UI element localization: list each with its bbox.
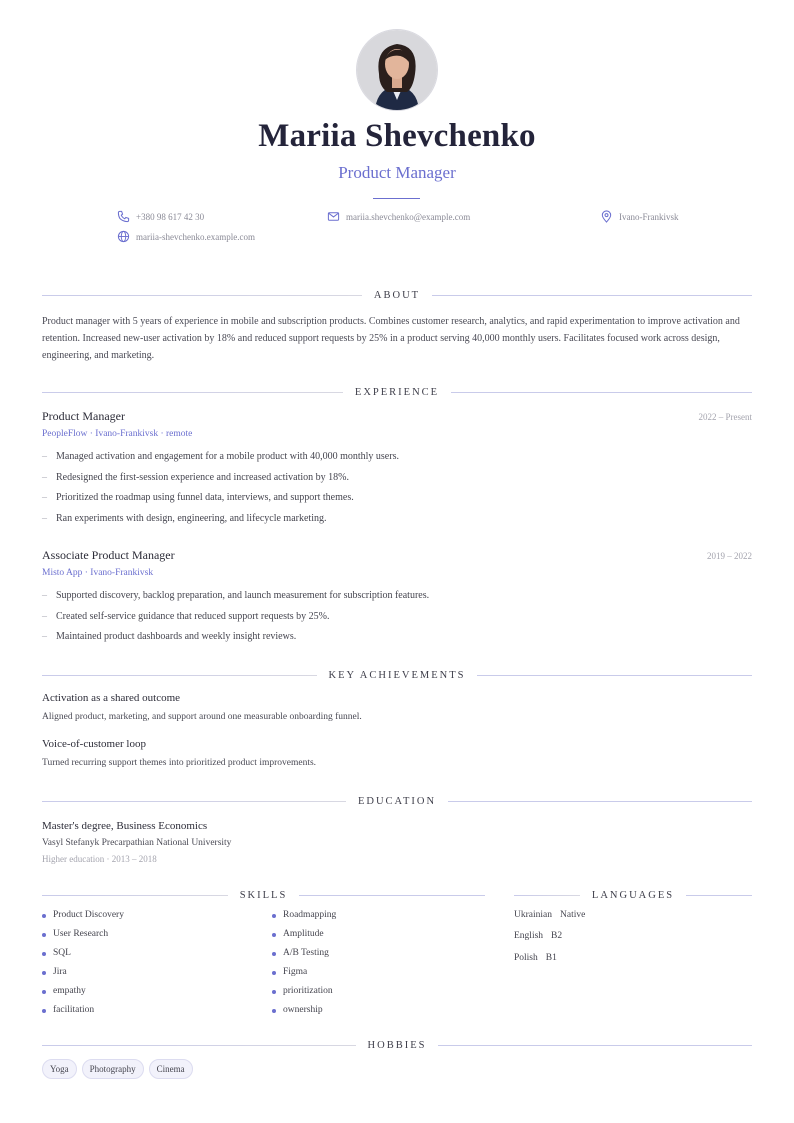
section-rule (42, 801, 346, 802)
section-rule (448, 801, 752, 802)
section-header-education (42, 794, 752, 808)
title-divider (373, 198, 420, 199)
job-title: Product Manager (42, 409, 125, 423)
education-degree: Master's degree, Business Economics (42, 820, 208, 832)
job-title: Associate Product Manager (42, 548, 175, 562)
skill-item: SQL (42, 948, 124, 967)
section-title: ABOUT (373, 289, 421, 301)
hobby-tag: Cinema (149, 1059, 193, 1079)
section-title: EDUCATION (357, 795, 437, 807)
skill-item: Figma (272, 967, 336, 986)
globe-icon (117, 230, 130, 243)
hobby-list (42, 1059, 193, 1079)
skill-item: prioritization (272, 986, 336, 1005)
section-rule (42, 675, 317, 676)
section-rule (42, 895, 228, 896)
skill-item: A/B Testing (272, 948, 336, 967)
education-meta: Higher education · 2013 – 2018 (42, 854, 157, 864)
job-bullet: – Created self-service guidance that reduced support requests by 25%. (42, 611, 429, 632)
location-text: Ivano-Frankivsk (619, 211, 679, 222)
language-name: Polish (514, 953, 538, 963)
section-rule (42, 1045, 356, 1046)
language-name: English (514, 931, 544, 941)
section-rule (686, 895, 752, 896)
skills-column (272, 910, 336, 1024)
job-dates: 2022 – Present (698, 412, 752, 422)
skill-item: facilitation (42, 1005, 124, 1024)
achievement-title: Voice-of-customer loop (42, 738, 146, 750)
contact-location (600, 210, 679, 223)
section-title: SKILLS (239, 889, 288, 901)
language-name: Ukrainian (514, 910, 552, 920)
section-header-skills (42, 888, 485, 902)
job-bullet: – Ran experiments with design, engineering, and lifecycle marketing. (42, 513, 399, 534)
section-rule (438, 1045, 752, 1046)
job-dates: 2019 – 2022 (707, 551, 752, 561)
achievement-desc: Turned recurring support themes into prioritized product improvements. (42, 758, 317, 768)
education-school: Vasyl Stefanyk Precarpathian National University (42, 838, 232, 848)
mail-icon (327, 210, 340, 223)
section-rule (451, 392, 752, 393)
job-company: PeopleFlow · Ivano-Frankivsk · remote (42, 429, 193, 439)
skill-item: Jira (42, 967, 124, 986)
job-bullet: – Supported discovery, backlog preparation, and launch measurement for subscription features. (42, 590, 429, 611)
website-text: mariia-shevchenko.example.com (136, 231, 255, 242)
job-bullet: – Maintained product dashboards and weekly insight reviews. (42, 631, 429, 652)
contact-email[interactable] (327, 210, 470, 223)
skill-item: Roadmapping (272, 910, 336, 929)
section-rule (432, 295, 752, 296)
location-pin-icon (600, 210, 613, 223)
section-title: HOBBIES (367, 1039, 427, 1051)
skill-item: User Research (42, 929, 124, 948)
job-bullet: – Prioritized the roadmap using funnel data, interviews, and support themes. (42, 492, 399, 513)
skills-column (42, 910, 124, 1024)
job-bullet: – Redesigned the first-session experience and increased activation by 18%. (42, 472, 399, 493)
section-rule (42, 392, 343, 393)
language-level: B2 (551, 931, 563, 941)
job-bullets (42, 590, 429, 652)
skill-item: Amplitude (272, 929, 336, 948)
candidate-name: Mariia Shevchenko (258, 118, 536, 154)
section-title: EXPERIENCE (354, 386, 440, 398)
job-company: Misto App · Ivano-Frankivsk (42, 568, 154, 578)
skill-item: Product Discovery (42, 910, 124, 929)
section-rule (514, 895, 580, 896)
phone-text: +380 98 617 42 30 (136, 211, 205, 222)
section-rule (299, 895, 485, 896)
language-level: B1 (545, 953, 557, 963)
section-rule (477, 675, 752, 676)
achievement-title: Activation as a shared outcome (42, 692, 181, 704)
section-header-hobbies (42, 1038, 752, 1052)
skill-item: ownership (272, 1005, 336, 1024)
achievement-desc: Aligned product, marketing, and support around one measurable onboarding funnel. (42, 712, 362, 722)
section-title: KEY ACHIEVEMENTS (328, 669, 466, 681)
language-item (514, 931, 562, 941)
section-header-achievements (42, 668, 752, 682)
email-text: mariia.shevchenko@example.com (346, 211, 471, 222)
skill-item: empathy (42, 986, 124, 1005)
language-item (514, 910, 585, 920)
job-bullets (42, 451, 399, 533)
section-header-languages (514, 888, 752, 902)
section-rule (42, 295, 362, 296)
avatar (356, 29, 438, 111)
language-level: Native (560, 910, 586, 920)
section-title: LANGUAGES (591, 889, 675, 901)
phone-icon (117, 210, 130, 223)
language-item (514, 953, 557, 963)
section-header-experience (42, 385, 752, 399)
about-text: Product manager with 5 years of experience in mobile and subscription products. Combines customer research, analytics, and rapid experimentation to improve activation and retention. Increased new-user activation by 18% and reduced support requests by 25% in a product serving 40,000 monthly users. Facilitates focused work across design, engineering, and marketing. (42, 316, 740, 361)
hobby-tag: Photography (82, 1059, 144, 1079)
hobby-tag: Yoga (42, 1059, 77, 1079)
job-bullet: – Managed activation and engagement for a mobile product with 40,000 monthly users. (42, 451, 399, 472)
section-header-about (42, 288, 752, 302)
contact-website[interactable] (117, 230, 255, 243)
contact-phone[interactable] (117, 210, 204, 223)
candidate-role: Product Manager (338, 163, 456, 182)
